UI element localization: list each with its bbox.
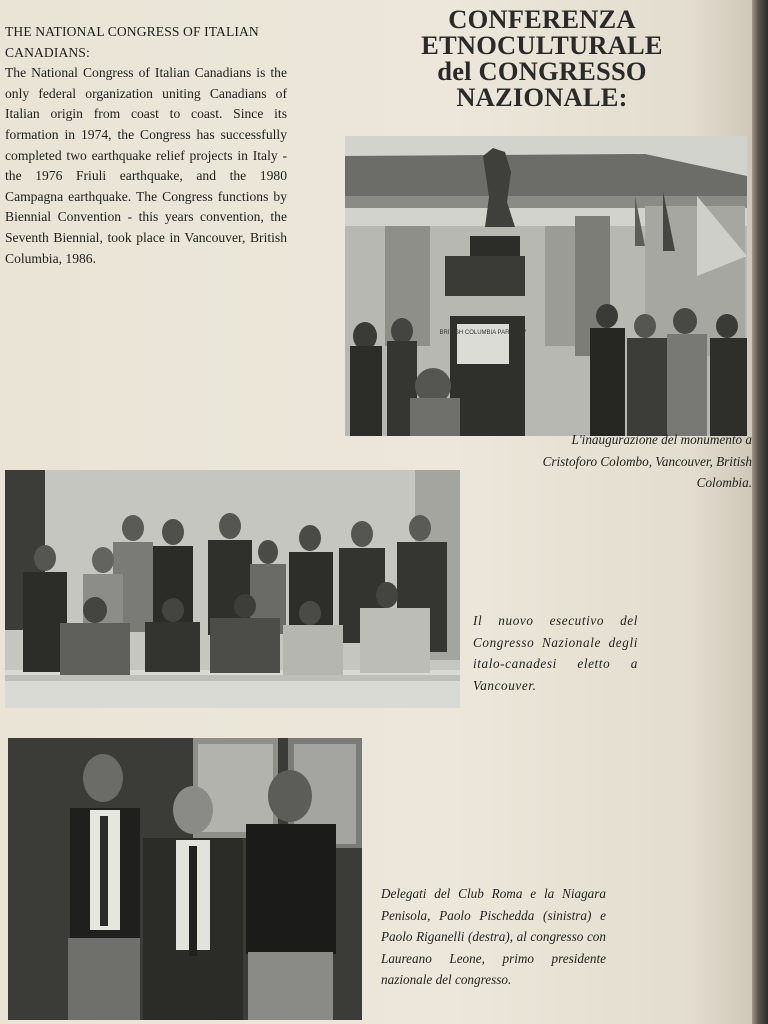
headline-line-3: del CONGRESSO bbox=[437, 56, 647, 86]
intro-body-text: The National Congress of Italian Canadians is the only federal organization uniting Canadians of Italian origin from coast to coast. Since its formation in 1974, the Congress has successfully completed two earthquake relief projects in Italy - the 1976 Friuli earthquake, and the 1980 Campagna earthquake. The Congress functions by Biennial Convention - this years convention, the Seventh Biennial, took place in Vancouver, British Columbia, 1986. bbox=[5, 65, 287, 266]
page-edge-shadow bbox=[752, 0, 768, 1024]
caption-new-executive: Il nuovo esecutivo del Congresso Nazionale degli italo-canadesi eletto a Vancouver. bbox=[473, 613, 638, 693]
photo-delegates bbox=[8, 738, 362, 1020]
headline-line-4: NAZIONALE: bbox=[456, 82, 628, 112]
headline-line-1: CONFERENZA bbox=[448, 4, 636, 34]
intro-heading: THE NATIONAL CONGRESS OF ITALIAN CANADIANS: bbox=[5, 24, 259, 60]
caption-monument-inauguration: L'inaugurazione del monumento a Cristoforo Colombo, Vancouver, British Colombia. bbox=[542, 432, 752, 490]
photo-monument-inauguration bbox=[345, 136, 747, 436]
podium-sign-text: BRITISH COLUMBIA PARKWAY bbox=[439, 330, 527, 336]
caption-delegates: Delegati del Club Roma e la Niagara Penisola, Paolo Pischedda (sinistra) e Paolo Riganelli (destra), al congresso con Laureano Leone, primo presidente nazionale del congresso. bbox=[381, 886, 606, 987]
intro-article bbox=[5, 22, 287, 269]
photo-new-executive bbox=[5, 470, 460, 708]
page-headline bbox=[392, 6, 692, 110]
headline-line-2: ETNOCULTURALE bbox=[421, 30, 663, 60]
